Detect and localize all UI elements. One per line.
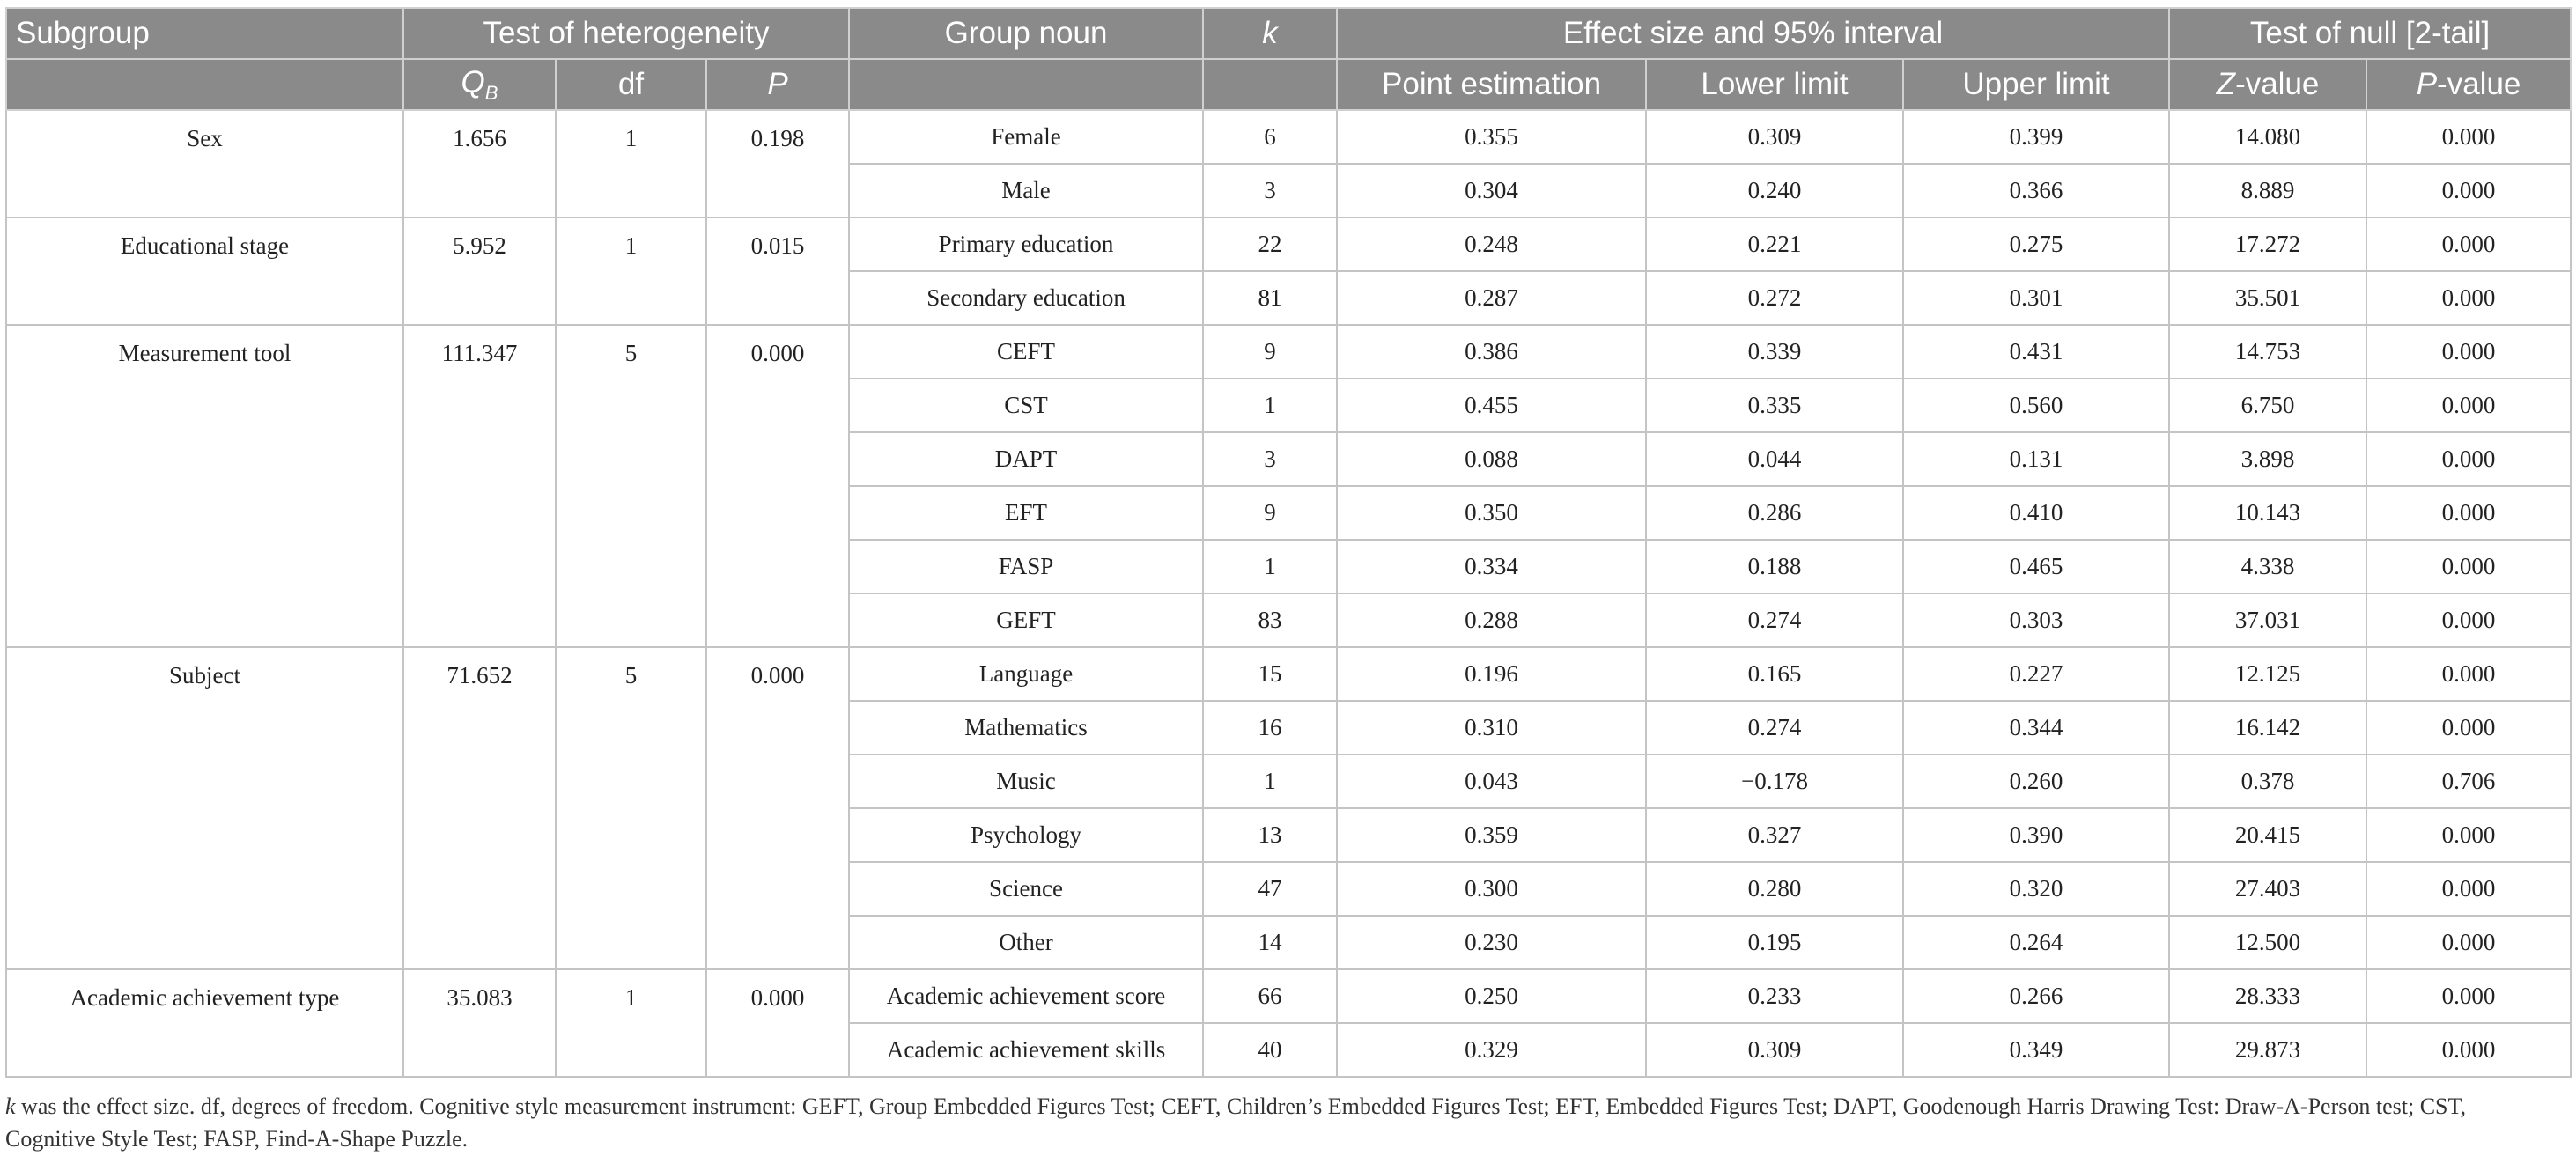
qb-cell: 1.656	[403, 110, 556, 217]
group-noun-cell: Science	[849, 862, 1203, 916]
upper-limit-cell: 0.344	[1903, 701, 2169, 755]
lower-limit-cell: 0.309	[1646, 1023, 1903, 1077]
lower-limit-cell: 0.309	[1646, 110, 1903, 164]
p-cell: 0.015	[706, 217, 849, 325]
header-test-of-null: Test of null [2-tail]	[2169, 8, 2571, 59]
z-value-cell: 8.889	[2169, 164, 2366, 217]
lower-limit-cell: 0.280	[1646, 862, 1903, 916]
z-value-cell: 35.501	[2169, 271, 2366, 325]
df-cell: 5	[556, 647, 706, 969]
header-group-noun-blank	[849, 59, 1203, 110]
group-noun-cell: Language	[849, 647, 1203, 701]
upper-limit-cell: 0.399	[1903, 110, 2169, 164]
subgroup-cell: Sex	[6, 110, 403, 217]
point-estimation-cell: 0.455	[1337, 379, 1646, 432]
point-estimation-cell: 0.359	[1337, 808, 1646, 862]
lower-limit-cell: 0.335	[1646, 379, 1903, 432]
upper-limit-cell: 0.260	[1903, 755, 2169, 808]
k-cell: 40	[1203, 1023, 1337, 1077]
table-container	[5, 7, 2570, 1155]
point-estimation-cell: 0.329	[1337, 1023, 1646, 1077]
p-value-cell: 0.000	[2366, 486, 2571, 540]
upper-limit-cell: 0.366	[1903, 164, 2169, 217]
point-estimation-cell: 0.250	[1337, 969, 1646, 1023]
upper-limit-cell: 0.275	[1903, 217, 2169, 271]
point-estimation-cell: 0.288	[1337, 593, 1646, 647]
df-cell: 1	[556, 217, 706, 325]
table-row	[6, 217, 2571, 271]
point-estimation-cell: 0.043	[1337, 755, 1646, 808]
table-row	[6, 969, 2571, 1023]
qb-cell: 35.083	[403, 969, 556, 1077]
header-p	[706, 59, 849, 110]
group-noun-cell: Male	[849, 164, 1203, 217]
qb-cell: 5.952	[403, 217, 556, 325]
upper-limit-cell: 0.349	[1903, 1023, 2169, 1077]
upper-limit-cell: 0.266	[1903, 969, 2169, 1023]
k-cell: 14	[1203, 916, 1337, 969]
group-noun-cell: DAPT	[849, 432, 1203, 486]
z-value-cell: 6.750	[2169, 379, 2366, 432]
p-value-cell: 0.000	[2366, 325, 2571, 379]
lower-limit-cell: 0.339	[1646, 325, 1903, 379]
group-noun-cell: Female	[849, 110, 1203, 164]
subgroup-analysis-table	[5, 7, 2572, 1078]
k-cell: 66	[1203, 969, 1337, 1023]
upper-limit-cell: 0.131	[1903, 432, 2169, 486]
k-cell: 13	[1203, 808, 1337, 862]
header-subgroup-blank	[6, 59, 403, 110]
z-value-cell: 0.378	[2169, 755, 2366, 808]
lower-limit-cell: 0.274	[1646, 593, 1903, 647]
group-noun-cell: Music	[849, 755, 1203, 808]
k-cell: 1	[1203, 379, 1337, 432]
group-noun-cell: CST	[849, 379, 1203, 432]
group-noun-cell: Academic achievement score	[849, 969, 1203, 1023]
upper-limit-cell: 0.465	[1903, 540, 2169, 593]
lower-limit-cell: 0.044	[1646, 432, 1903, 486]
table-row	[6, 647, 2571, 701]
z-value-cell: 17.272	[2169, 217, 2366, 271]
upper-limit-cell: 0.410	[1903, 486, 2169, 540]
lower-limit-cell: 0.272	[1646, 271, 1903, 325]
z-value-cell: 3.898	[2169, 432, 2366, 486]
subgroup-cell: Measurement tool	[6, 325, 403, 647]
upper-limit-cell: 0.303	[1903, 593, 2169, 647]
k-cell: 6	[1203, 110, 1337, 164]
z-value-cell: 27.403	[2169, 862, 2366, 916]
z-value-cell: 29.873	[2169, 1023, 2366, 1077]
table-body	[6, 110, 2571, 1077]
group-noun-cell: Mathematics	[849, 701, 1203, 755]
z-value-cell: 12.125	[2169, 647, 2366, 701]
subgroup-cell: Educational stage	[6, 217, 403, 325]
table-row	[6, 325, 2571, 379]
group-noun-cell: Other	[849, 916, 1203, 969]
point-estimation-cell: 0.355	[1337, 110, 1646, 164]
header-test-of-heterogeneity: Test of heterogeneity	[403, 8, 849, 59]
header-point-estimation: Point estimation	[1337, 59, 1646, 110]
p-value-cell: 0.000	[2366, 110, 2571, 164]
point-estimation-cell: 0.304	[1337, 164, 1646, 217]
p-value-cell: 0.000	[2366, 432, 2571, 486]
p-value-cell: 0.000	[2366, 808, 2571, 862]
table-row	[6, 110, 2571, 164]
lower-limit-cell: 0.274	[1646, 701, 1903, 755]
header-pv-suffix: -value	[2437, 67, 2521, 101]
k-cell: 81	[1203, 271, 1337, 325]
group-noun-cell: Secondary education	[849, 271, 1203, 325]
header-z-suffix: -value	[2235, 67, 2320, 101]
z-value-cell: 14.753	[2169, 325, 2366, 379]
p-value-cell: 0.000	[2366, 540, 2571, 593]
upper-limit-cell: 0.301	[1903, 271, 2169, 325]
k-cell: 22	[1203, 217, 1337, 271]
upper-limit-cell: 0.227	[1903, 647, 2169, 701]
z-value-cell: 16.142	[2169, 701, 2366, 755]
upper-limit-cell: 0.560	[1903, 379, 2169, 432]
p-value-cell: 0.000	[2366, 1023, 2571, 1077]
k-cell: 1	[1203, 755, 1337, 808]
qb-cell: 111.347	[403, 325, 556, 647]
header-p-value	[2366, 59, 2571, 110]
group-noun-cell: FASP	[849, 540, 1203, 593]
header-k-blank	[1203, 59, 1337, 110]
upper-limit-cell: 0.264	[1903, 916, 2169, 969]
point-estimation-cell: 0.350	[1337, 486, 1646, 540]
table-header	[6, 8, 2571, 110]
header-pv-prefix: P	[2416, 67, 2438, 101]
p-value-cell: 0.000	[2366, 217, 2571, 271]
p-value-cell: 0.000	[2366, 916, 2571, 969]
group-noun-cell: Primary education	[849, 217, 1203, 271]
qb-cell: 71.652	[403, 647, 556, 969]
p-value-cell: 0.000	[2366, 862, 2571, 916]
lower-limit-cell: 0.165	[1646, 647, 1903, 701]
upper-limit-cell: 0.390	[1903, 808, 2169, 862]
upper-limit-cell: 0.320	[1903, 862, 2169, 916]
group-noun-cell: CEFT	[849, 325, 1203, 379]
header-group-noun: Group noun	[849, 8, 1203, 59]
header-p-label: P	[767, 67, 788, 101]
p-cell: 0.198	[706, 110, 849, 217]
header-df: df	[556, 59, 706, 110]
lower-limit-cell: −0.178	[1646, 755, 1903, 808]
z-value-cell: 37.031	[2169, 593, 2366, 647]
point-estimation-cell: 0.230	[1337, 916, 1646, 969]
point-estimation-cell: 0.300	[1337, 862, 1646, 916]
lower-limit-cell: 0.233	[1646, 969, 1903, 1023]
header-subgroup: Subgroup	[6, 8, 403, 59]
header-qb	[403, 59, 556, 110]
footnote-text: was the effect size. df, degrees of freedom. Cognitive style measurement instrument: GEFT, Group Embedded Figures Test; CEFT, Children’s Embedded Figures Test; EFT, Embedded Figures Test; DAPT, Goodenough Harris Drawing Test: Draw-A-Person test; CST, Cognitive Style Test; FASP, Find-A-Shape Puzzle.	[5, 1094, 2466, 1152]
lower-limit-cell: 0.286	[1646, 486, 1903, 540]
z-value-cell: 28.333	[2169, 969, 2366, 1023]
lower-limit-cell: 0.221	[1646, 217, 1903, 271]
header-lower-limit: Lower limit	[1646, 59, 1903, 110]
df-cell: 5	[556, 325, 706, 647]
point-estimation-cell: 0.088	[1337, 432, 1646, 486]
p-value-cell: 0.000	[2366, 969, 2571, 1023]
group-noun-cell: Psychology	[849, 808, 1203, 862]
lower-limit-cell: 0.195	[1646, 916, 1903, 969]
k-cell: 3	[1203, 432, 1337, 486]
group-noun-cell: EFT	[849, 486, 1203, 540]
table-footnote	[5, 1090, 2559, 1155]
header-z-prefix: Z	[2216, 67, 2236, 101]
header-z-value	[2169, 59, 2366, 110]
lower-limit-cell: 0.327	[1646, 808, 1903, 862]
k-cell: 47	[1203, 862, 1337, 916]
p-cell: 0.000	[706, 647, 849, 969]
df-cell: 1	[556, 969, 706, 1077]
point-estimation-cell: 0.248	[1337, 217, 1646, 271]
k-cell: 3	[1203, 164, 1337, 217]
z-value-cell: 4.338	[2169, 540, 2366, 593]
p-value-cell: 0.000	[2366, 164, 2571, 217]
z-value-cell: 12.500	[2169, 916, 2366, 969]
lower-limit-cell: 0.240	[1646, 164, 1903, 217]
group-noun-cell: Academic achievement skills	[849, 1023, 1203, 1077]
p-value-cell: 0.706	[2366, 755, 2571, 808]
k-cell: 9	[1203, 486, 1337, 540]
p-cell: 0.000	[706, 325, 849, 647]
k-cell: 15	[1203, 647, 1337, 701]
header-qb-q: Q	[461, 64, 485, 99]
k-cell: 1	[1203, 540, 1337, 593]
point-estimation-cell: 0.196	[1337, 647, 1646, 701]
header-k	[1203, 8, 1337, 59]
p-value-cell: 0.000	[2366, 593, 2571, 647]
p-value-cell: 0.000	[2366, 701, 2571, 755]
p-cell: 0.000	[706, 969, 849, 1077]
df-cell: 1	[556, 110, 706, 217]
k-cell: 83	[1203, 593, 1337, 647]
z-value-cell: 14.080	[2169, 110, 2366, 164]
p-value-cell: 0.000	[2366, 647, 2571, 701]
p-value-cell: 0.000	[2366, 271, 2571, 325]
upper-limit-cell: 0.431	[1903, 325, 2169, 379]
p-value-cell: 0.000	[2366, 379, 2571, 432]
subgroup-cell: Subject	[6, 647, 403, 969]
header-qb-sub: B	[484, 81, 498, 104]
point-estimation-cell: 0.310	[1337, 701, 1646, 755]
subgroup-cell: Academic achievement type	[6, 969, 403, 1077]
z-value-cell: 10.143	[2169, 486, 2366, 540]
header-upper-limit: Upper limit	[1903, 59, 2169, 110]
header-k-label: k	[1262, 16, 1278, 50]
point-estimation-cell: 0.386	[1337, 325, 1646, 379]
point-estimation-cell: 0.334	[1337, 540, 1646, 593]
header-effect-size: Effect size and 95% interval	[1337, 8, 2169, 59]
k-cell: 16	[1203, 701, 1337, 755]
lower-limit-cell: 0.188	[1646, 540, 1903, 593]
point-estimation-cell: 0.287	[1337, 271, 1646, 325]
footnote-k: k	[5, 1094, 16, 1119]
z-value-cell: 20.415	[2169, 808, 2366, 862]
k-cell: 9	[1203, 325, 1337, 379]
group-noun-cell: GEFT	[849, 593, 1203, 647]
